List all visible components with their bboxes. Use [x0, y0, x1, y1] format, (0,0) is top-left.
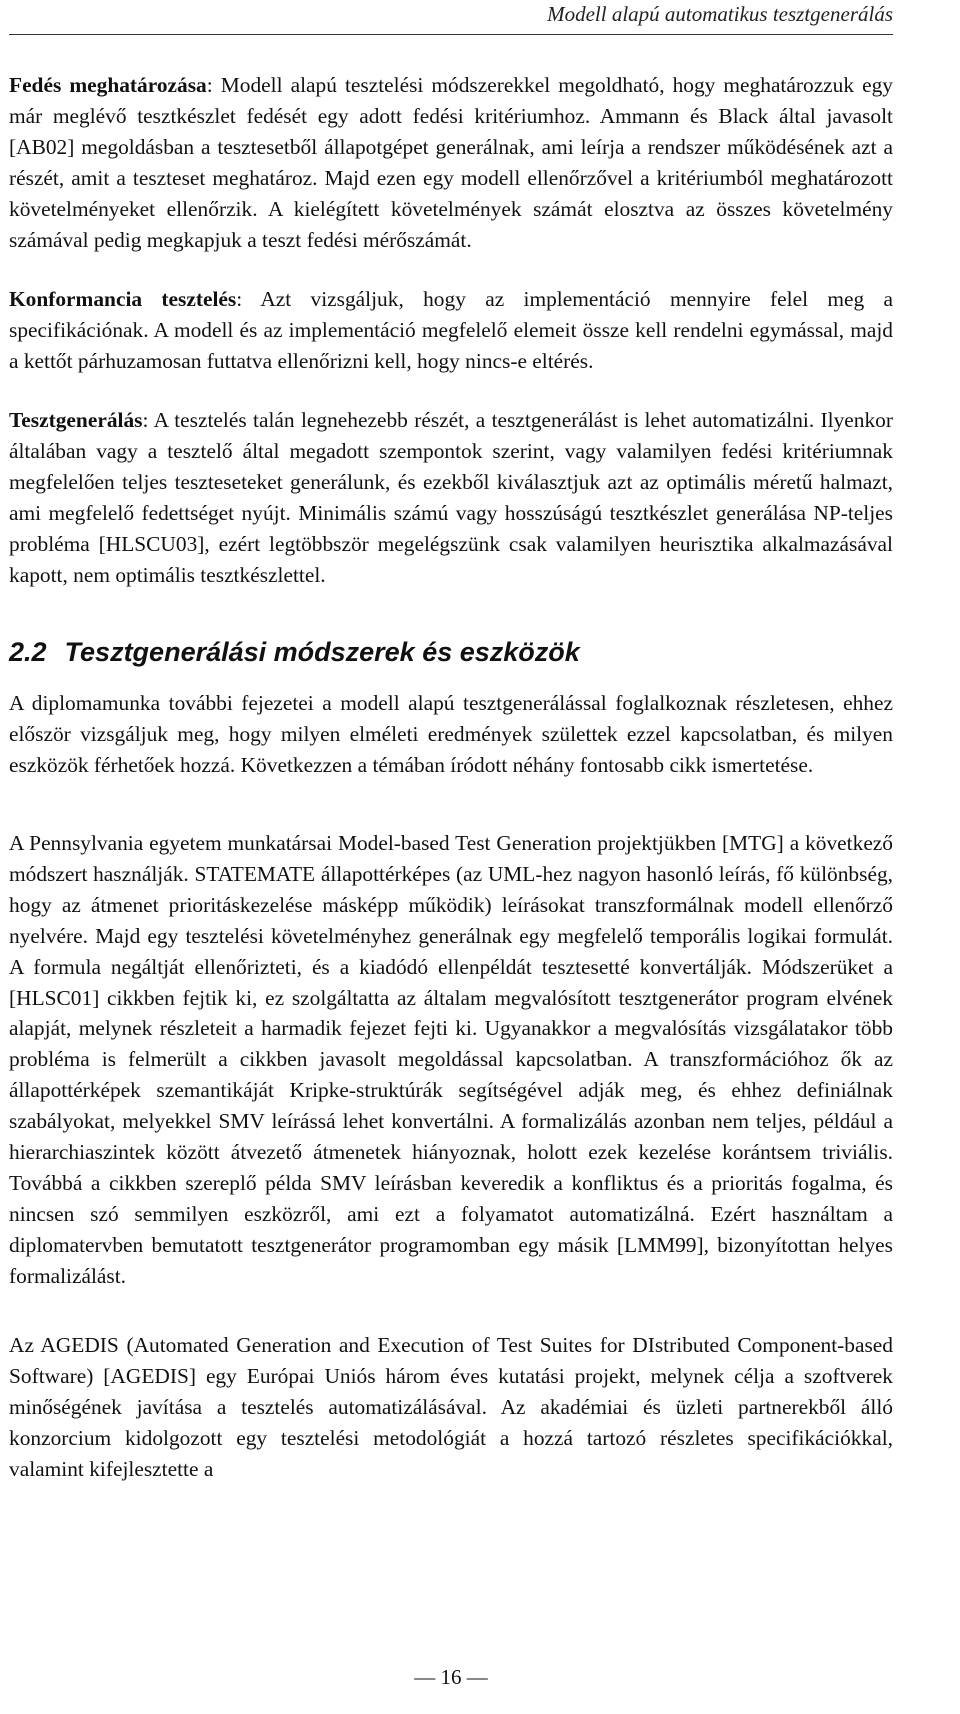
term-separator: :	[236, 287, 261, 311]
paragraph-konformancia-teszteles	[9, 284, 893, 377]
paragraph-text: Modell alapú tesztelési módszerekkel megoldható, hogy meghatározzuk egy már meglévő tesztkészlet fedését egy adott fedési kritériumhoz. Ammann és Black által javasolt [AB02] megoldásban a tesztesetből állapotgépet generálnak, ami leírja a rendszer működésének azt a részét, amit a teszteset meghatároz. Majd ezen egy modell ellenőrzővel a kritériumból meghatározott követelményeket ellenőrzik. A kielégített követelmények számát elosztva az összes követelmény számával pedig megkapjuk a teszt fedési mérőszámát.	[9, 73, 893, 252]
body-paragraph-intro: A diplomamunka további fejezetei a modell alapú tesztgenerálással foglalkoznak részletesen, ehhez először vizsgáljuk meg, hogy milyen elméleti eredmények születtek ezzel kapcsolatban, és milyen eszközök férhetőek hozzá. Következzen a témában íródott néhány fontosabb cikk ismertetése.	[9, 691, 893, 777]
term-separator: :	[206, 73, 221, 97]
paragraph-text: A tesztelés talán legnehezebb részét, a tesztgenerálást is lehet automatizálni. Ilyenkor általában vagy a tesztelő által megadott szempontok szerint, vagy valamilyen fedési kritériumnak megfelelően teljes teszteseteket generálunk, és ezekből kiválasztjuk azt az optimális méretű halmazt, ami megfelelő fedettséget nyújt. Minimális számú vagy hosszúságú tesztkészlet generálása NP-teljes probléma [HLSCU03], ezért legtöbbször megelégszünk csak valamilyen heurisztika alkalmazásával kapott, nem optimális tesztkészlettel.	[9, 408, 893, 587]
body-paragraph-agedis: Az AGEDIS (Automated Generation and Execution of Test Suites for DIstributed Component-based Software) [AGEDIS] egy Európai Uniós három éves kutatási projekt, melynek célja a szoftverek minőségének javítása a tesztelés automatizálásával. Az akadémiai és üzleti partnerekből álló konzorcium kidolgozott egy tesztelési metodológiát a hozzá tartozó részletes specifikációkkal, valamint kifejlesztette a	[9, 1333, 893, 1481]
term-tesztgeneralas: Tesztgenerálás	[9, 408, 143, 432]
header-rule	[9, 34, 893, 35]
section-number: 2.2	[9, 637, 47, 667]
paragraph-tesztgeneralas	[9, 405, 893, 590]
term-separator: :	[142, 408, 154, 432]
paragraph-text: Azt vizsgáljuk, hogy az implementáció mennyire felel meg a specifikációnak. A modell és az implementáció megfelelő elemeit össze kell rendelni egymással, majd a kettőt párhuzamosan futtatva ellenőrizni kell, hogy nincs-e eltérés.	[9, 287, 893, 373]
page-footer	[9, 1662, 893, 1692]
term-fedes-meghatarozasa: Fedés meghatározása	[9, 73, 207, 97]
section-title: Tesztgenerálási módszerek és eszközök	[64, 637, 580, 667]
paragraph-fedes-meghatarozasa	[9, 70, 893, 255]
body-paragraph-pennsylvania: A Pennsylvania egyetem munkatársai Model-based Test Generation projektjükben [MTG] a következő módszert használják. STATEMATE állapottérképes (az UML-hez nagyon hasonló leírás, fő különbség, hogy az átmenet prioritáskezelése másképp működik) leírásokat transzformálnak modell ellenőrző nyelvére. Majd egy tesztelési követelményhez generálnak egy megfelelő temporális logikai formulát. A formula negáltját ellenőrizteti, és a kiadódó ellenpéldát tesztesetté konvertálják. Módszerüket a [HLSC01] cikkben fejtik ki, ez szolgáltatta az általam megvalósított tesztgenerátor program elvének alapját, melynek részleteit a harmadik fejezet fejti ki. Ugyanakkor a megvalósítás vizsgálatakor több probléma is felmerült a cikkben javasolt megoldással kapcsolatban. A transzformációhoz ők az állapottérképek szemantikáját Kripke-struktúrák segítségével adják meg, és ehhez definiálnak szabályokat, melyekkel SMV leírássá lehet konvertálni. A formalizálás azonban nem teljes, például a hierarchiaszintek között átvezető átmenetek hiányoznak, holott ezek kezelése korántsem triviális. Továbbá a cikkben szereplő példa SMV leírásban keveredik a konfliktus és a prioritás fogalma, és nincsen szó semmilyen eszközről, ami ezt a folyamatot automatizálná. Ezért használtam a diplomatervben bemutatott tesztgenerátor programomban egy másik [LMM99], bizonyítottan helyes formalizálást.	[9, 831, 893, 1288]
page-number: — 16 —	[414, 1665, 488, 1689]
term-konformancia-teszteles: Konformancia tesztelés	[9, 287, 237, 311]
running-header: Modell alapú automatikus tesztgenerálás	[547, 2, 893, 26]
section-heading	[9, 634, 580, 670]
